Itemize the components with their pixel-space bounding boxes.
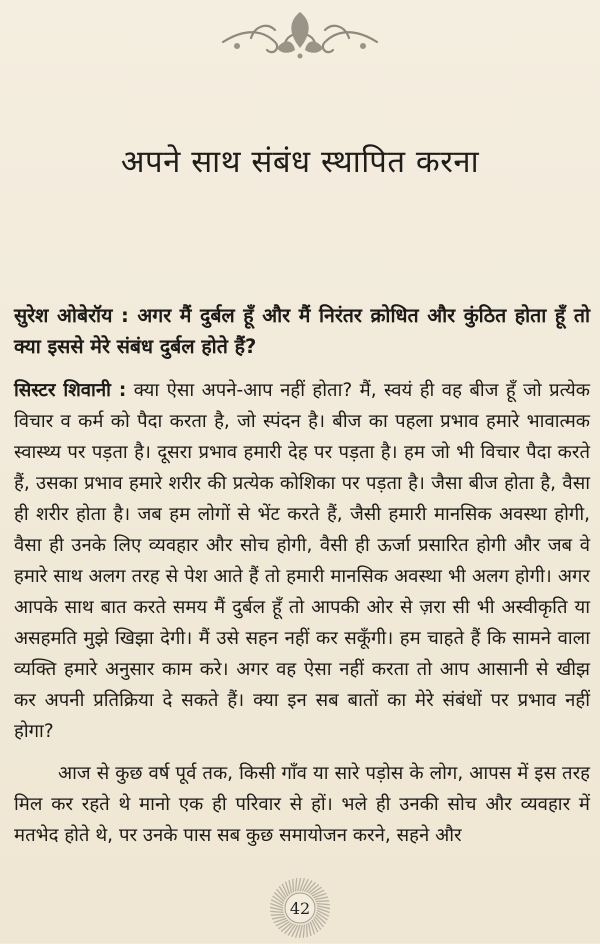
answer-paragraph xyxy=(14,375,590,747)
page-number-badge xyxy=(267,876,333,940)
page-number: 42 xyxy=(289,898,311,918)
flourish-ornament-icon xyxy=(215,8,385,66)
body-paragraph: आज से कुछ वर्ष पूर्व तक, किसी गाँव या सारे पड़ोस के लोग, आपस में इस तरह मिल कर रहते थे मानो एक ही परिवार से हों। भले ही उनकी सोच और व्यवहार में मतभेद होते थे, पर उनके पास सब कुछ समायोजन करने, सहने और xyxy=(14,763,590,846)
speaker-name: सिस्टर शिवानी : xyxy=(14,380,127,401)
question-paragraph: सुरेश ओबेरॉय : अगर मैं दुर्बल हूँ और मैं निरंतर क्रोधित और कुंठित होता हूँ तो क्या इससे मेरे संबंध दुर्बल होते हैं? xyxy=(14,304,590,358)
chapter-title: अपने साथ संबंध स्थापित करना xyxy=(120,144,480,180)
answer-text: क्या ऐसा अपने-आप नहीं होता? मैं, स्वयं ही वह बीज हूँ जो प्रत्येक विचार व कर्म को पैदा करता है, जो स्पंदन है। बीज का पहला प्रभाव हमारे भावात्मक स्वास्थ्य पर पड़ता है। दूसरा प्रभाव हमारी देह पर पड़ता है। हम जो भी विचार पैदा करते हैं, उसका प्रभाव हमारे शरीर की प्रत्येक कोशिका पर पड़ता है। जैसा बीज होता है, वैसा ही शरीर होता है। जब हम लोगों से भेंट करते हैं, जैसी हमारी मानसिक अवस्था होगी, वैसा ही उनके लिए व्यवहार और सोच होगी, वैसी ही ऊर्जा प्रसारित होगी और जब वे हमारे साथ अलग तरह से पेश आते हैं तो हमारी मानसिक अवस्था भी अलग होगी। अगर आपके साथ बात करते समय मैं दुर्बल हूँ तो आपकी ओर से ज़रा सी भी अस्वीकृति या असहमति मुझे खिझा देगी। मैं उसे सहन नहीं कर सकूँगी। हम चाहते हैं कि सामने वाला व्यक्ति हमारे अनुसार काम करे। अगर वह ऐसा नहीं करता तो आप आसानी से खीझ कर अपनी प्रतिक्रिया दे सकते हैं। क्या इन सब बातों का मेरे संबंधों पर प्रभाव नहीं होगा? xyxy=(14,380,590,742)
